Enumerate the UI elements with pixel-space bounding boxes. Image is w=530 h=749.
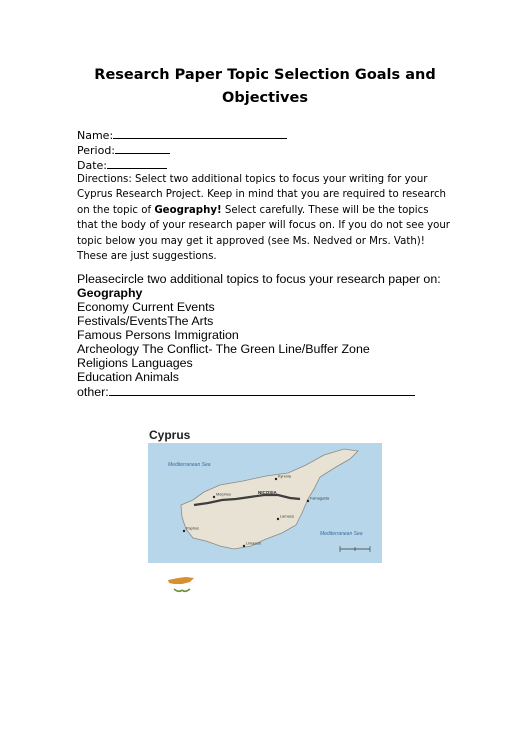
directions-emphasis: Geography! (154, 204, 222, 216)
city-marker (213, 496, 215, 498)
flag-olive-branches (174, 589, 190, 591)
period-blank[interactable] (115, 143, 170, 154)
topic-line[interactable]: Famous Persons Immigration (77, 328, 239, 342)
other-label: other: (77, 385, 109, 399)
topic-line[interactable]: Religions Languages (77, 356, 193, 370)
flag-island (168, 577, 194, 584)
city-label: Larnaca (280, 514, 294, 519)
required-topic: Geography (77, 286, 143, 300)
date-field[interactable] (77, 158, 167, 173)
directions-text-2: Select carefully. These will be the topics that the body of your research paper will focus on. If you do not see your topic below you may get it approved (see Ms. Nedved or Mrs. Vath)! These are just suggestions. (77, 204, 450, 263)
name-field[interactable] (77, 128, 287, 143)
directions-paragraph (77, 172, 452, 264)
name-blank[interactable] (113, 128, 287, 139)
city-marker (277, 518, 279, 520)
cyprus-map (148, 428, 382, 564)
sea-label-north: Mediterranean Sea (168, 462, 211, 468)
cyprus-flag (152, 572, 212, 606)
topic-line[interactable]: Archeology The Conflict- The Green Line/Buffer Zone (77, 342, 370, 356)
topic-line[interactable]: Festivals/EventsThe Arts (77, 314, 214, 328)
other-field[interactable] (77, 384, 415, 399)
city-marker (275, 478, 277, 480)
instruction-text: Pleasecircle two additional topics to focus your research paper on: (77, 272, 441, 286)
sea-label-south: Mediterranean Sea (320, 531, 363, 537)
other-blank[interactable] (109, 384, 415, 396)
city-label: Kyrenia (278, 474, 291, 479)
topic-line[interactable]: Economy Current Events (77, 300, 215, 314)
city-marker (243, 545, 245, 547)
map-title: Cyprus (149, 428, 191, 442)
city-label: Limassol (246, 541, 261, 546)
city-marker (183, 530, 185, 532)
map-image (148, 443, 382, 563)
city-label: Morphou (216, 492, 231, 497)
page-title: Research Paper Topic Selection Goals and Objectives (94, 67, 436, 106)
date-blank[interactable] (107, 158, 167, 169)
date-label: Date: (77, 159, 107, 172)
directions-text-1: Directions: Select two additional topics to focus your writing for your Cyprus Research Project. Keep in mind that you are required to research on the topic of (77, 174, 447, 216)
period-field[interactable] (77, 143, 170, 158)
topic-line[interactable]: Education Animals (77, 370, 179, 384)
city-label: Paphos (186, 526, 199, 531)
city-marker (307, 500, 309, 502)
city-label: Famagusta (310, 496, 329, 501)
name-label: Name: (77, 129, 114, 142)
capital-label: NICOSIA (258, 490, 277, 495)
period-label: Period: (77, 144, 116, 157)
